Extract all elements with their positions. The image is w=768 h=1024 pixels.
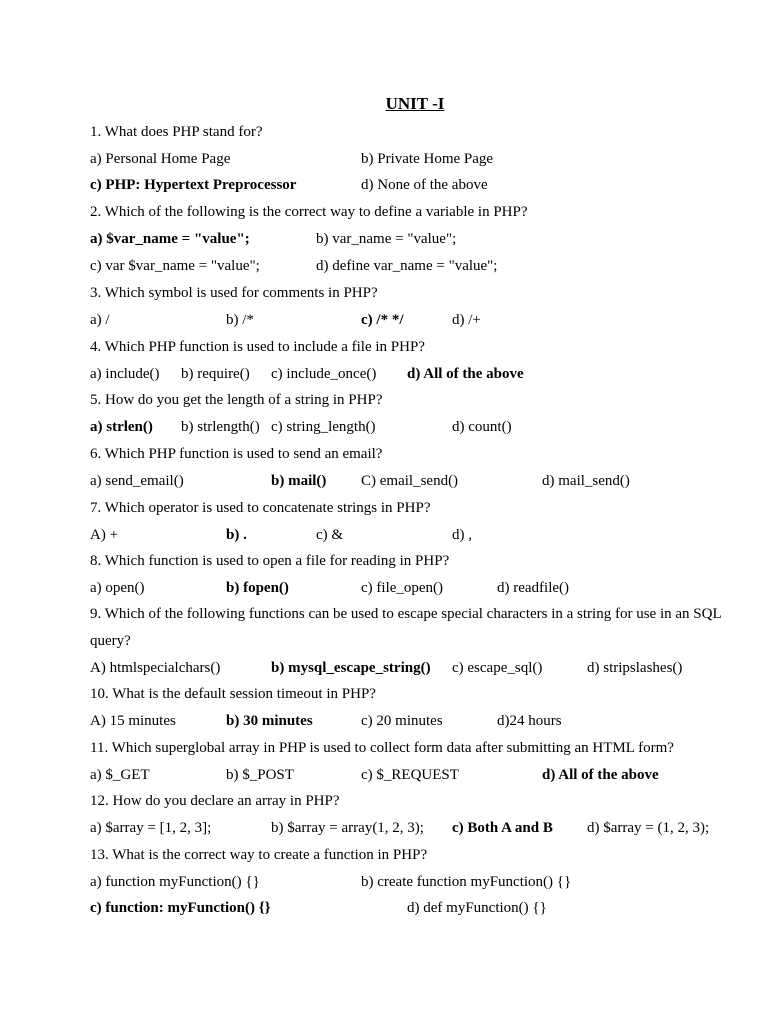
q13-option-a: a) function myFunction() {} [90, 874, 260, 890]
q3-option-a: a) / [90, 312, 110, 328]
q8-option-b: b) fopen() [226, 580, 289, 596]
q13-option-b: b) create function myFunction() {} [361, 874, 572, 890]
q8-option-d: d) readfile() [497, 580, 570, 596]
q3-option-d: d) /+ [452, 312, 481, 328]
q2-option-c: c) var $var_name = "value"; [90, 258, 260, 274]
q11-option-c: c) $_REQUEST [361, 767, 459, 783]
q12-option-d: d) $array = (1, 2, 3); [587, 820, 710, 836]
q9-option-b: b) mysql_escape_string() [271, 660, 431, 676]
question-1: 1. What does PHP stand for? [90, 124, 263, 140]
q4-option-c: c) include_once() [271, 366, 377, 382]
q10-option-c: c) 20 minutes [361, 713, 443, 729]
q9-option-d: d) stripslashes() [587, 660, 683, 676]
question-11: 11. Which superglobal array in PHP is used to collect form data after submitting an HTML form? [90, 740, 674, 756]
q7-option-b: b) . [226, 527, 247, 543]
q5-option-d: d) count() [452, 419, 512, 435]
q13-option-c: c) function: myFunction() {} [90, 900, 271, 916]
question-2: 2. Which of the following is the correct way to define a variable in PHP? [90, 204, 528, 220]
q5-option-b: b) strlength() [181, 419, 260, 435]
q6-option-c: C) email_send() [361, 473, 459, 489]
q10-option-b: b) 30 minutes [226, 713, 313, 729]
page-title: UNIT -I [385, 94, 445, 113]
q1-option-d: d) None of the above [361, 177, 488, 193]
q11-option-a: a) $_GET [90, 767, 150, 783]
q12-option-a: a) $array = [1, 2, 3]; [90, 820, 212, 836]
q10-option-a: A) 15 minutes [90, 713, 176, 729]
q4-option-d: d) All of the above [407, 366, 524, 382]
question-3: 3. Which symbol is used for comments in PHP? [90, 285, 378, 301]
q4-option-a: a) include() [90, 366, 160, 382]
q6-option-b: b) mail() [271, 473, 327, 489]
q2-option-a: a) $var_name = "value"; [90, 231, 250, 247]
question-6: 6. Which PHP function is used to send an email? [90, 446, 383, 462]
q7-option-a: A) + [90, 527, 119, 543]
question-12: 12. How do you declare an array in PHP? [90, 793, 340, 809]
q2-option-b: b) var_name = "value"; [316, 231, 457, 247]
q8-option-c: c) file_open() [361, 580, 444, 596]
q10-option-d: d)24 hours [497, 713, 562, 729]
q11-option-d: d) All of the above [542, 767, 659, 783]
q9-option-a: A) htmlspecialchars() [90, 660, 221, 676]
q9-option-c: c) escape_sql() [452, 660, 543, 676]
q8-option-a: a) open() [90, 580, 145, 596]
q6-option-d: d) mail_send() [542, 473, 630, 489]
q3-option-c: c) /* */ [361, 312, 404, 328]
question-13: 13. What is the correct way to create a function in PHP? [90, 847, 428, 863]
q7-option-d: d) , [452, 527, 472, 543]
q1-option-b: b) Private Home Page [361, 151, 494, 167]
q5-option-c: c) string_length() [271, 419, 376, 435]
q5-option-a: a) strlen() [90, 419, 153, 435]
q1-option-c: c) PHP: Hypertext Preprocessor [90, 177, 297, 193]
q13-option-d: d) def myFunction() {} [407, 900, 547, 916]
q12-option-c: c) Both A and B [452, 820, 553, 836]
q2-option-d: d) define var_name = "value"; [316, 258, 498, 274]
question-7: 7. Which operator is used to concatenate strings in PHP? [90, 500, 431, 516]
q7-option-c: c) & [316, 527, 344, 543]
q4-option-b: b) require() [181, 366, 250, 382]
q3-option-b: b) /* [226, 312, 254, 328]
question-8: 8. Which function is used to open a file for reading in PHP? [90, 553, 450, 569]
q1-option-a: a) Personal Home Page [90, 151, 231, 167]
question-9: 9. Which of the following functions can be used to escape special characters in a string for use in an SQL query? [90, 606, 722, 649]
question-4: 4. Which PHP function is used to include a file in PHP? [90, 339, 425, 355]
q12-option-b: b) $array = array(1, 2, 3); [271, 820, 424, 836]
question-10: 10. What is the default session timeout in PHP? [90, 686, 376, 702]
q6-option-a: a) send_email() [90, 473, 184, 489]
question-5: 5. How do you get the length of a string in PHP? [90, 392, 383, 408]
q11-option-b: b) $_POST [226, 767, 294, 783]
